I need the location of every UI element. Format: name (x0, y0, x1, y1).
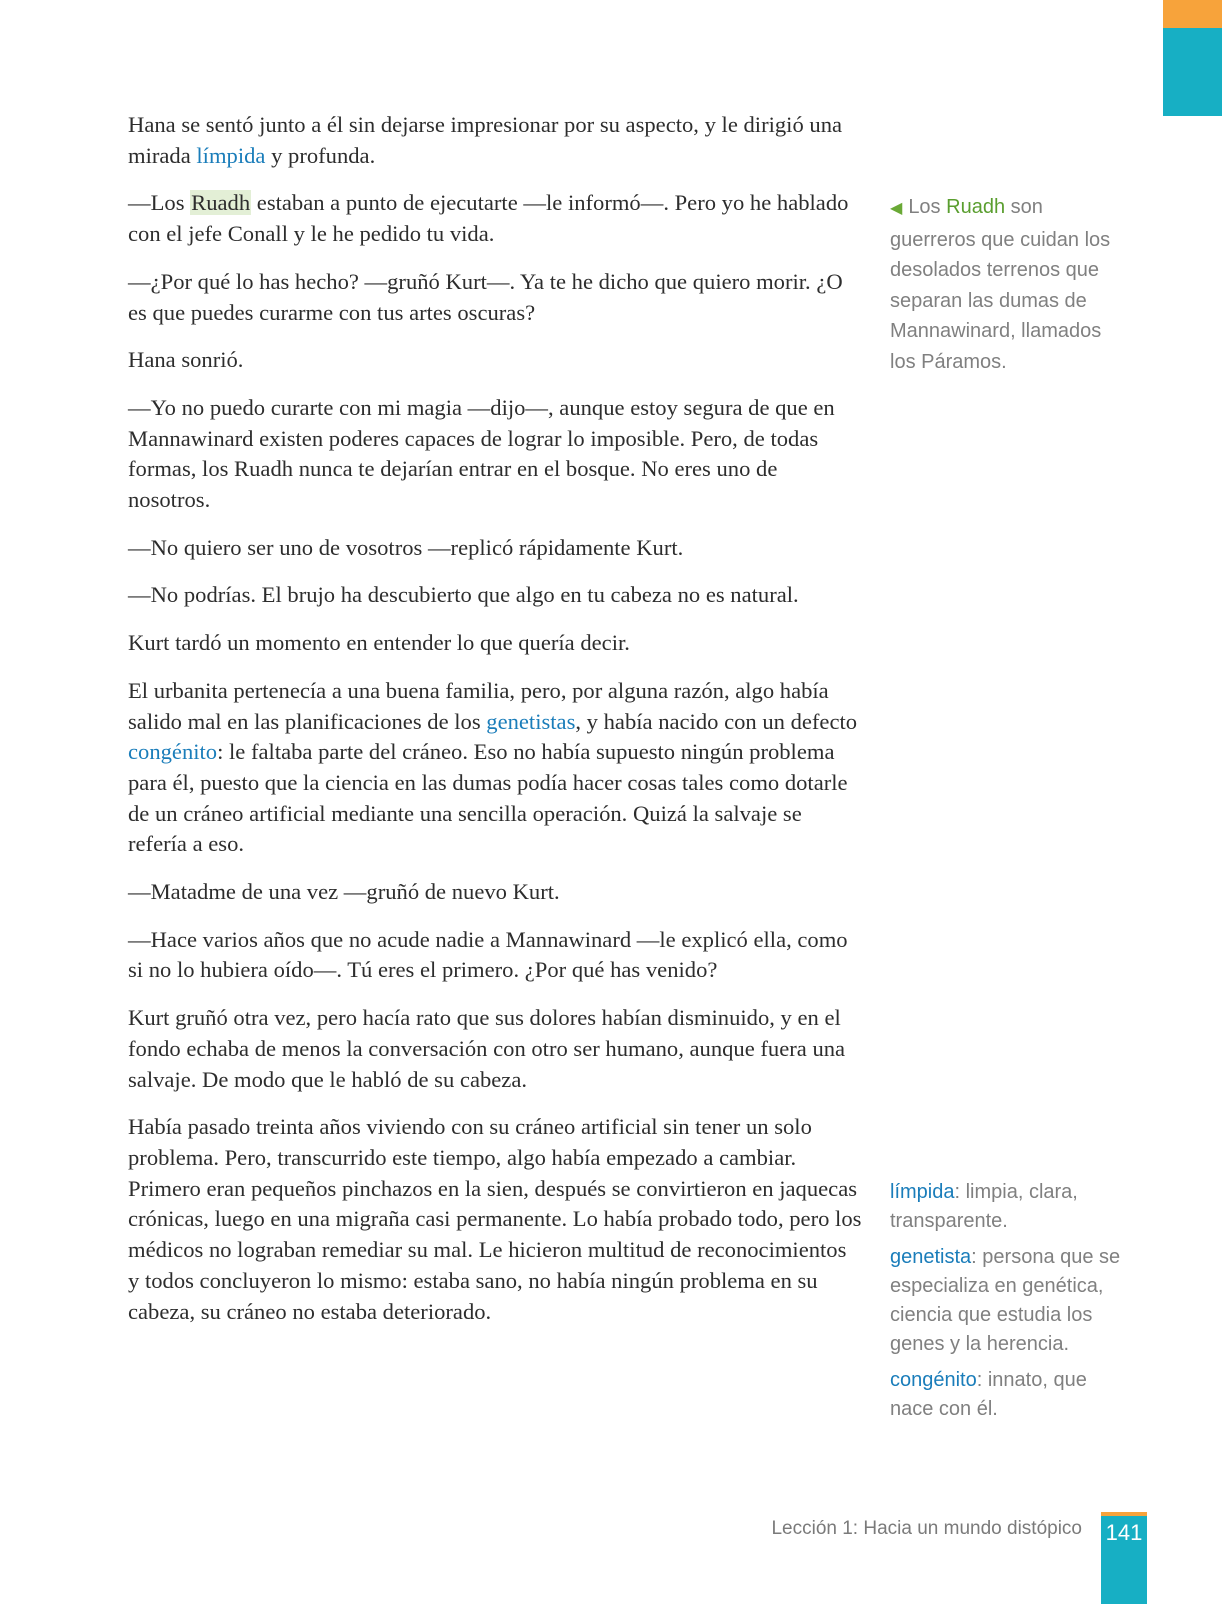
margin-note: ◀ Los Ruadh son guerreros que cuidan los desolados terrenos que separan las dumas de Mannawinard, llamados los Páramos. (890, 196, 1111, 373)
glossary-term-congenito[interactable]: congénito (128, 739, 218, 765)
paragraph-4: Hana sonrió. (128, 347, 244, 373)
paragraph-12: Kurt gruñó otra vez, pero hacía rato que sus dolores habían disminuido, y en el fondo echaba de menos la conversación con otro ser humano, aunque fuera una salvaje. De modo que le habló de su cabeza. (128, 1005, 846, 1092)
paragraph-1: Hana se sentó junto a él sin dejarse impresionar por su aspecto, y le dirigió una mirada límpida y profunda. (128, 112, 843, 168)
pointer-arrow-icon: ◀ (890, 200, 903, 217)
glossary (890, 1178, 1130, 1431)
highlight-ruadh[interactable]: Ruadh (191, 190, 251, 216)
paragraph-8: Kurt tardó un momento en entender lo que quería decir. (128, 630, 630, 656)
paragraph-2: —Los Ruadh estaban a punto de ejecutarte —le informó—. Pero yo he hablado con el jefe Conall y le he pedido tu vida. (128, 190, 849, 247)
paragraph-9: El urbanita pertenecía a una buena familia, pero, por alguna razón, algo había salido mal en las planificaciones de los genetistas, y había nacido con un defecto congénito: le faltaba parte del cráneo. Eso no había supuesto ningún problema para él, puesto que la ciencia en las dumas podía hacer cosas tales como dotarle de un cráneo artificial mediante una sencilla operación. Quizá la salvaje se refería a eso. (128, 677, 858, 857)
corner-tab-orange (1163, 0, 1222, 28)
paragraph-11: —Hace varios años que no acude nadie a Mannawinard —le explicó ella, como si no lo hubiera oído—. Tú eres el primero. ¿Por qué has venido? (128, 926, 848, 983)
glossary-entry-definition: : persona que se especializa en genética, ciencia que estudia los genes y la herencia. (890, 1246, 1121, 1355)
corner-tab-teal (1163, 28, 1222, 116)
paragraph-3: —¿Por qué lo has hecho? —gruñó Kurt—. Ya te he dicho que quiero morir. ¿O es que puedes curarme con tus artes oscuras? (128, 268, 843, 325)
glossary-entry (890, 1178, 1130, 1236)
lesson-footer: Lección 1: Hacia un mundo distópico (771, 1518, 1082, 1539)
page-number: 141 (1105, 1520, 1143, 1545)
glossary-entry-definition: : innato, que nace con él. (890, 1369, 1087, 1420)
glossary-entry-term: límpida (890, 1181, 955, 1203)
glossary-term-genetistas[interactable]: genetistas (486, 708, 576, 734)
glossary-entry-term: genetista (890, 1246, 972, 1268)
glossary-entry-definition: : limpia, clara, transparente. (890, 1181, 1078, 1232)
paragraph-5: —Yo no puedo curarte con mi magia —dijo—, aunque estoy segura de que en Mannawinard existen poderes capaces de lograr lo imposible. Pero, de todas formas, los Ruadh nunca te dejarían entrar en el bosque. No eres uno de nosotros. (128, 394, 835, 513)
glossary-entry (890, 1243, 1130, 1359)
glossary-term-limpida[interactable]: límpida (196, 142, 266, 168)
paragraph-10: —Matadme de una vez —gruñó de nuevo Kurt. (128, 879, 560, 905)
margin-note-term: Ruadh (946, 196, 1006, 218)
glossary-entry (890, 1366, 1130, 1424)
page-number-box (1101, 1512, 1147, 1604)
paragraph-7: —No podrías. El brujo ha descubierto que algo en tu cabeza no es natural. (128, 582, 799, 608)
story-text (128, 110, 863, 1344)
glossary-entry-term: congénito (890, 1369, 977, 1391)
paragraph-6: —No quiero ser uno de vosotros —replicó rápidamente Kurt. (128, 534, 684, 560)
paragraph-13: Había pasado treinta años viviendo con su cráneo artificial sin tener un solo problema. Pero, transcurrido este tiempo, algo había empezado a cambiar. Primero eran pequeños pinchazos en la sien, después se convirtieron en jaquecas crónicas, luego en una migraña casi permanente. Lo había probado todo, pero los médicos no lograban remediar su mal. Le hicieron multitud de reconocimientos y todos concluyeron lo mismo: estaba sano, no había ningún problema en su cabeza, su cráneo no estaba deteriorado. (128, 1114, 862, 1324)
